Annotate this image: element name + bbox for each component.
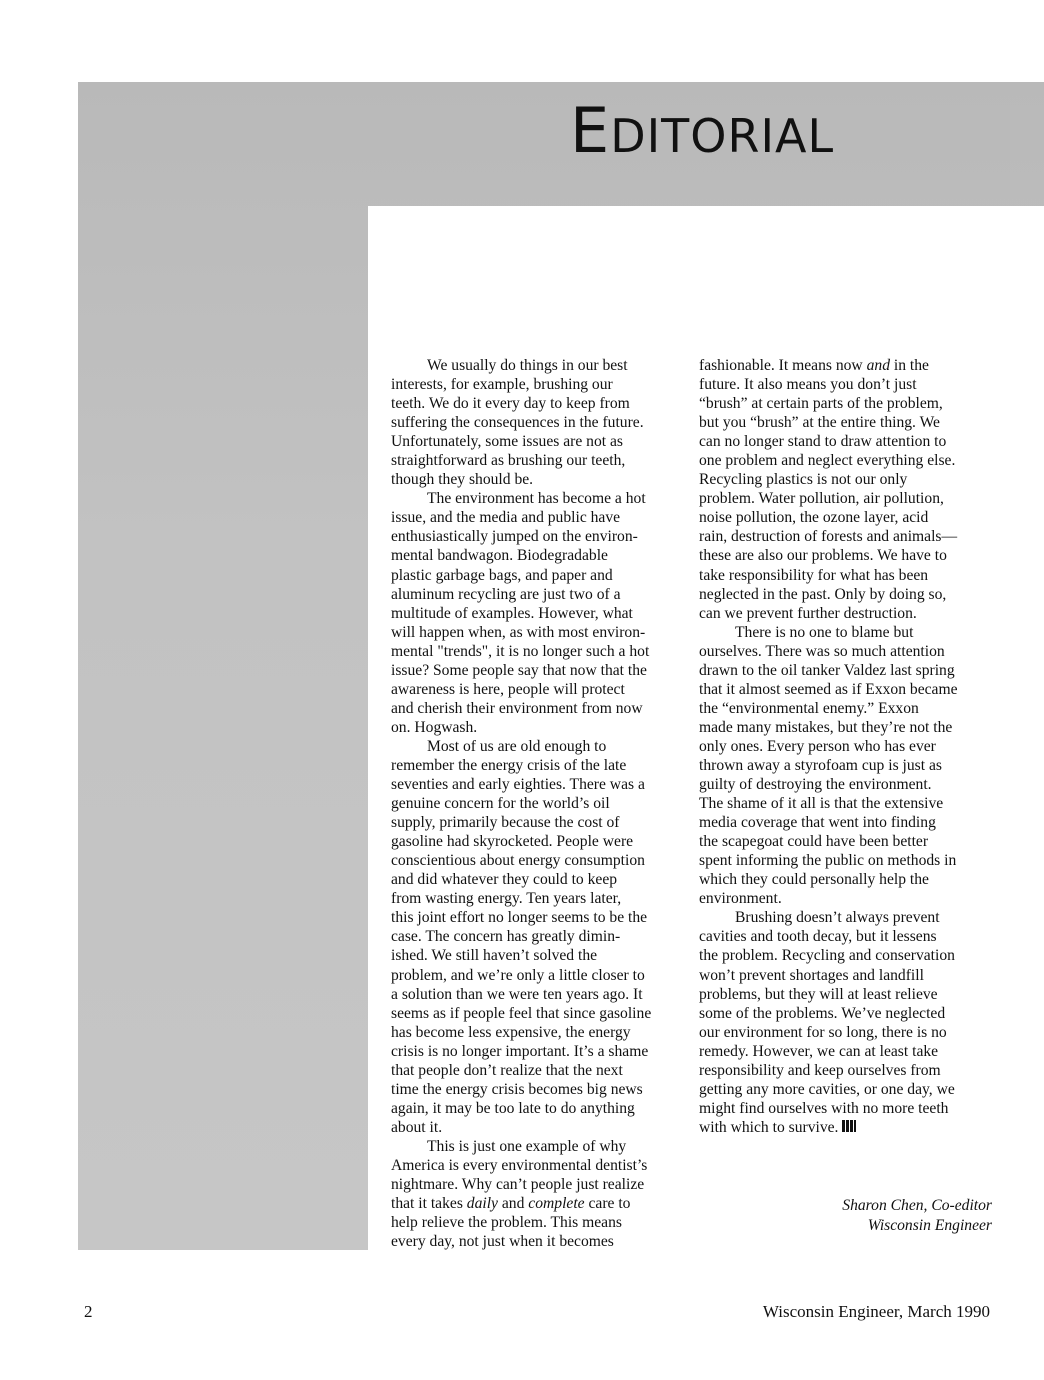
paragraph: This is just one example of why America is every environmental dentist’s nightmare. Why can’t people just realize that it takes daily and complete care to help relieve the problem. This means every day, not just when it becomes [391,1137,648,1251]
paragraph: The environment has become a hot issue, and the media and public have enthusiastically jumped on the environ- mental bandwagon. Biodegradable plastic garbage bags, and paper and aluminum recycling are just two of a multitude of examples. However, what will happen when, as with most environ- mental "trends", it is no longer such a hot issue? Some people say that now that the awareness is here, people will protect and cherish their environment from now on. Hogwash. [391,490,650,736]
paragraph: Brushing doesn’t always prevent cavities and tooth decay, but it lessens the problem. Recycling and conservation won’t prevent shortages and landfill problems, but they will at least relieve some of the problems. We’ve neglected our environment for so long, there is no remedy. However, we can at least take responsibility and keep ourselves from getting any more cavities, or one day, we might find ourselves with no more teeth with which to survive. [699,909,955,1136]
paragraph: There is no one to blame but ourselves. There was so much attention drawn to the oil tanker Valdez last spring that it almost seemed as if Exxon became the “environmental enemy.” Exxon made many mistakes, but they’re not the only ones. Every person who has ever thrown away a styrofoam cup is just as guilty of destroying the environment. The shame of it all is that the extensive media coverage that went into finding the scapegoat could have been better spent informing the public on methods in which they could personally help the environment. [699,623,958,908]
title-initial: E [570,94,611,167]
running-footer: Wisconsin Engineer, March 1990 [762,1302,990,1321]
paragraph: fashionable. It means now and in the future. It also means you don’t just “brush” at certain parts of the problem, but you “brush” at the entire thing. We can no longer stand to draw attention to one problem and neglect everything else. Recycling plastics is not our only problem. Water pollution, air pollution, noise pollution, the ozone layer, acid rain, destruction of forests and animals— these are also our problems. We have to take responsibility for what has been neglected in the past. Only by doing so, can we prevent further destruction. [699,357,958,622]
article-column-left [391,356,686,1251]
article-column-right [699,356,994,1137]
page-title [570,94,835,167]
end-of-article-icon [842,1120,856,1132]
paragraph: We usually do things in our best interests, for example, brushing our teeth. We do it every day to keep from suffering the consequences in the future. Unfortunately, some issues are not as straightforward as brushing our teeth, though they should be. [391,357,644,489]
title-rest: DITORIAL [610,109,835,163]
page-number: 2 [84,1302,93,1321]
author-name: Sharon Chen, Co-editor [842,1197,992,1214]
author-publication: Wisconsin Engineer [867,1217,992,1234]
signature-block [842,1196,992,1236]
paragraph: Most of us are old enough to remember the energy crisis of the late seventies and early eighties. There was a genuine concern for the world’s oil supply, primarily because the cost of gasoline had skyrocketed. People were conscientious about energy consumption and did whatever they could to keep from wasting energy. Ten years later, this joint effort no longer seems to be the case. The concern has greatly dimin- ished. We still haven’t solved the problem, and we’re only a little closer to a solution than we were ten years ago. It seems as if people feel that since gasoline has become less expensive, the energy crisis is no longer important. It’s a shame that people don’t realize that the next time the energy crisis becomes big news again, it may be too late to do anything about it. [391,737,652,1136]
